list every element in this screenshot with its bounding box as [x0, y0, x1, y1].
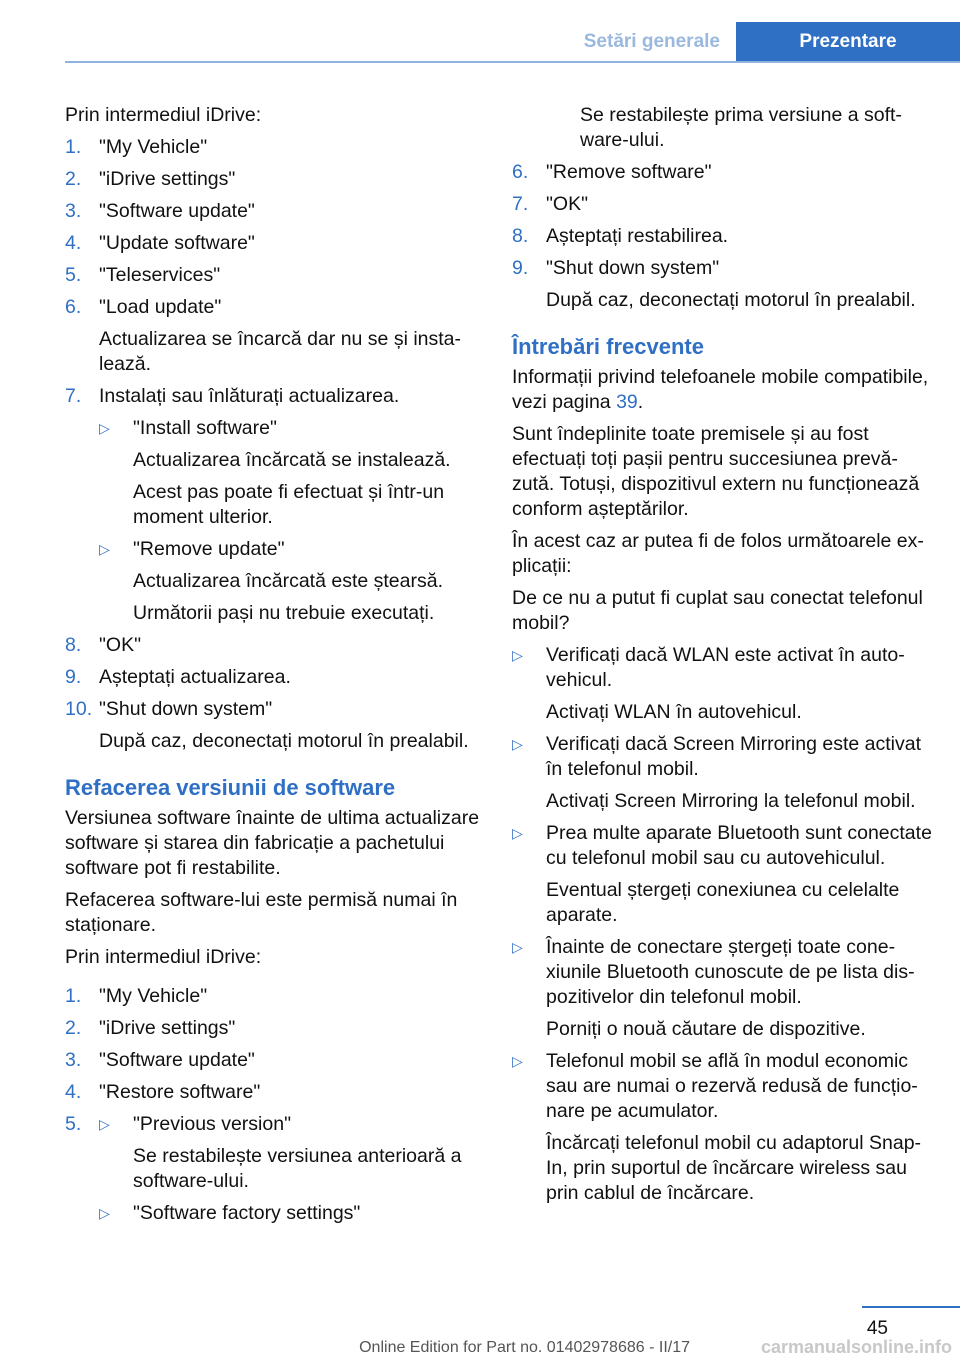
list-item [65, 384, 485, 626]
list-item [65, 263, 485, 288]
list-item [65, 1080, 485, 1105]
list-item [512, 160, 932, 185]
step-number: 1. [65, 985, 82, 1007]
list-item [65, 167, 485, 192]
faq-item [512, 935, 932, 1042]
intro-text: Prin intermediul iDrive: [65, 104, 262, 126]
page-link[interactable]: 39 [616, 391, 638, 413]
step-number: 10. [65, 698, 93, 720]
page-number: 45 [866, 1318, 888, 1339]
faq-item [512, 732, 932, 814]
list-item [65, 697, 485, 754]
step-note: După caz, deconectați motorul în prealabil. [546, 289, 916, 311]
paragraph: Refacerea software-lui este permisă numai în staționare. [65, 889, 458, 936]
step-note: După caz, deconectați motorul în prealabil. [99, 730, 469, 752]
step-text: "OK" [546, 193, 589, 215]
header-rule [65, 61, 960, 63]
step-number: 6. [512, 161, 529, 183]
option-text: "Previous version" [133, 1113, 291, 1135]
list-item [65, 295, 485, 377]
step-text: "Remove software" [546, 161, 712, 183]
step-text: "Teleservices" [99, 264, 221, 286]
faq-cause: Prea multe aparate Bluetooth sunt conectate cu telefonul mobil sau cu autovehiculul. [546, 822, 932, 869]
option-text: "Software factory settings" [133, 1202, 361, 1224]
step-number: 8. [65, 634, 82, 656]
step-number: 4. [65, 232, 82, 254]
list-item [512, 192, 932, 217]
faq-solution: Activați WLAN în autovehicul. [546, 701, 802, 723]
step-text: "Shut down system" [546, 257, 720, 279]
header-tab: Prezentare [736, 22, 960, 62]
list-item [65, 1016, 485, 1041]
left-column [65, 103, 485, 1233]
step-number: 7. [65, 385, 82, 407]
option-list [99, 416, 485, 626]
step-note: Actualizarea se încarcă dar nu se și instalează. [99, 328, 462, 375]
step-text: "My Vehicle" [99, 985, 208, 1007]
step-text: "iDrive settings" [99, 1017, 236, 1039]
triangle-right-icon: ▷ [512, 825, 523, 841]
triangle-right-icon: ▷ [99, 1116, 110, 1132]
step-text: Așteptați actualizarea. [99, 666, 291, 688]
option-text: "Install software" [133, 417, 277, 439]
step-number: 7. [512, 193, 529, 215]
step-text: "iDrive settings" [99, 168, 236, 190]
step-text: "Restore software" [99, 1081, 261, 1103]
option-note: Actualizarea încărcată este ștearsă. [133, 570, 443, 592]
step-number: 5. [65, 264, 82, 286]
step-number: 5. [65, 1113, 82, 1135]
faq-item [512, 821, 932, 928]
list-item [512, 224, 932, 249]
option-note: Acest pas poate fi efectuat și într-un moment ulterior. [133, 481, 445, 528]
faq-cause: Înainte de conectare ștergeți toate conexiunile Bluetooth cunoscute de pe lista dispozitivelor din telefonul mobil. [546, 936, 915, 1008]
watermark: carmanualsonline.info [760, 1337, 952, 1357]
faq-solution: Eventual ștergeți conexiunea cu celelalte aparate. [546, 879, 900, 926]
paragraph [512, 365, 932, 415]
list-item [65, 1048, 485, 1073]
section-heading: Refacerea versiunii de software [65, 775, 396, 800]
step-text: "Software update" [99, 1049, 255, 1071]
step-text: "Shut down system" [99, 698, 273, 720]
paragraph: Sunt îndeplinite toate premisele și au fost efectuați toți pașii pentru succesiunea prevăzută. Totuși, dispozitivul extern nu funcționează conform așteptărilor. [512, 423, 920, 520]
step-text: "Load update" [99, 296, 222, 318]
step-text: "Software update" [99, 200, 255, 222]
option-item [99, 416, 485, 530]
list-item [65, 1112, 485, 1226]
update-steps-list [65, 135, 485, 754]
triangle-right-icon: ▷ [99, 420, 110, 436]
paragraph: Prin intermediul iDrive: [65, 946, 262, 968]
faq-solution: Porniți o nouă căutare de dispozitive. [546, 1018, 866, 1040]
list-item [65, 665, 485, 690]
triangle-right-icon: ▷ [512, 647, 523, 663]
step-text: Instalați sau înlăturați actualizarea. [99, 385, 400, 407]
option-note: Actualizarea încărcată se instalează. [133, 449, 451, 471]
triangle-right-icon: ▷ [512, 939, 523, 955]
option-text: "Remove update" [133, 538, 285, 560]
paragraph: În acest caz ar putea fi de folos următoarele explicații: [512, 530, 924, 577]
right-column [512, 103, 932, 1213]
list-item [65, 231, 485, 256]
paragraph: De ce nu a putut fi cuplat sau conectat telefonul mobil? [512, 587, 923, 634]
step-number: 6. [65, 296, 82, 318]
step-number: 9. [512, 257, 529, 279]
paragraph: Versiunea software înainte de ultima actualizare software și starea din fabricație a pachetului software pot fi restabilite. [65, 807, 480, 879]
faq-solution: Încărcați telefonul mobil cu adaptorul Snap-In, prin suportul de încărcare wireless sau prin cablul de încărcare. [546, 1132, 922, 1204]
faq-cause: Telefonul mobil se află în modul economic sau are numai o rezervă redusă de funcționare pe acumulator. [546, 1050, 918, 1122]
restore-steps-list-continued [512, 160, 932, 313]
triangle-right-icon: ▷ [99, 541, 110, 557]
list-item [65, 633, 485, 658]
triangle-right-icon: ▷ [99, 1205, 110, 1221]
paragraph-text: . [637, 391, 644, 413]
option-note: Următorii pași nu trebuie executați. [133, 602, 435, 624]
step-number: 9. [65, 666, 82, 688]
step-number: 1. [65, 136, 82, 158]
faq-solution: Activați Screen Mirroring la telefonul mobil. [546, 790, 916, 812]
step-number: 3. [65, 200, 82, 222]
restore-steps-list [65, 984, 485, 1226]
faq-cause: Verificați dacă WLAN este activat în autovehicul. [546, 644, 905, 691]
step-number: 2. [65, 168, 82, 190]
option-list [99, 1112, 485, 1226]
faq-cause: Verificați dacă Screen Mirroring este activat în telefonul mobil. [546, 733, 921, 780]
option-item [99, 1201, 485, 1226]
step-number: 3. [65, 1049, 82, 1071]
step-text: "OK" [99, 634, 142, 656]
footer-rule [862, 1306, 960, 1308]
paragraph-text: Informații privind telefoanele mobile compatibile, vezi pagina [512, 366, 929, 413]
faq-item [512, 643, 932, 725]
step-number: 4. [65, 1081, 82, 1103]
list-item [65, 199, 485, 224]
section-heading: Întrebări frecvente [512, 334, 704, 359]
triangle-right-icon: ▷ [512, 1053, 523, 1069]
continued-note: Se restabilește prima versiune a software-ului. [580, 104, 902, 151]
option-item [99, 1112, 485, 1194]
list-item [65, 984, 485, 1009]
header-section-title: Setări generale [583, 31, 720, 52]
option-note: Se restabilește versiunea anterioară a software-ului. [133, 1145, 462, 1192]
triangle-right-icon: ▷ [512, 736, 523, 752]
list-item [512, 256, 932, 313]
step-number: 8. [512, 225, 529, 247]
footer-edition: Online Edition for Part no. 01402978686 - II/17 [359, 1339, 690, 1356]
faq-item [512, 1049, 932, 1206]
option-item [99, 537, 485, 626]
step-number: 2. [65, 1017, 82, 1039]
step-text: "My Vehicle" [99, 136, 208, 158]
list-item [65, 135, 485, 160]
step-text: "Update software" [99, 232, 255, 254]
faq-list [512, 643, 932, 1206]
step-text: Așteptați restabilirea. [546, 225, 729, 247]
